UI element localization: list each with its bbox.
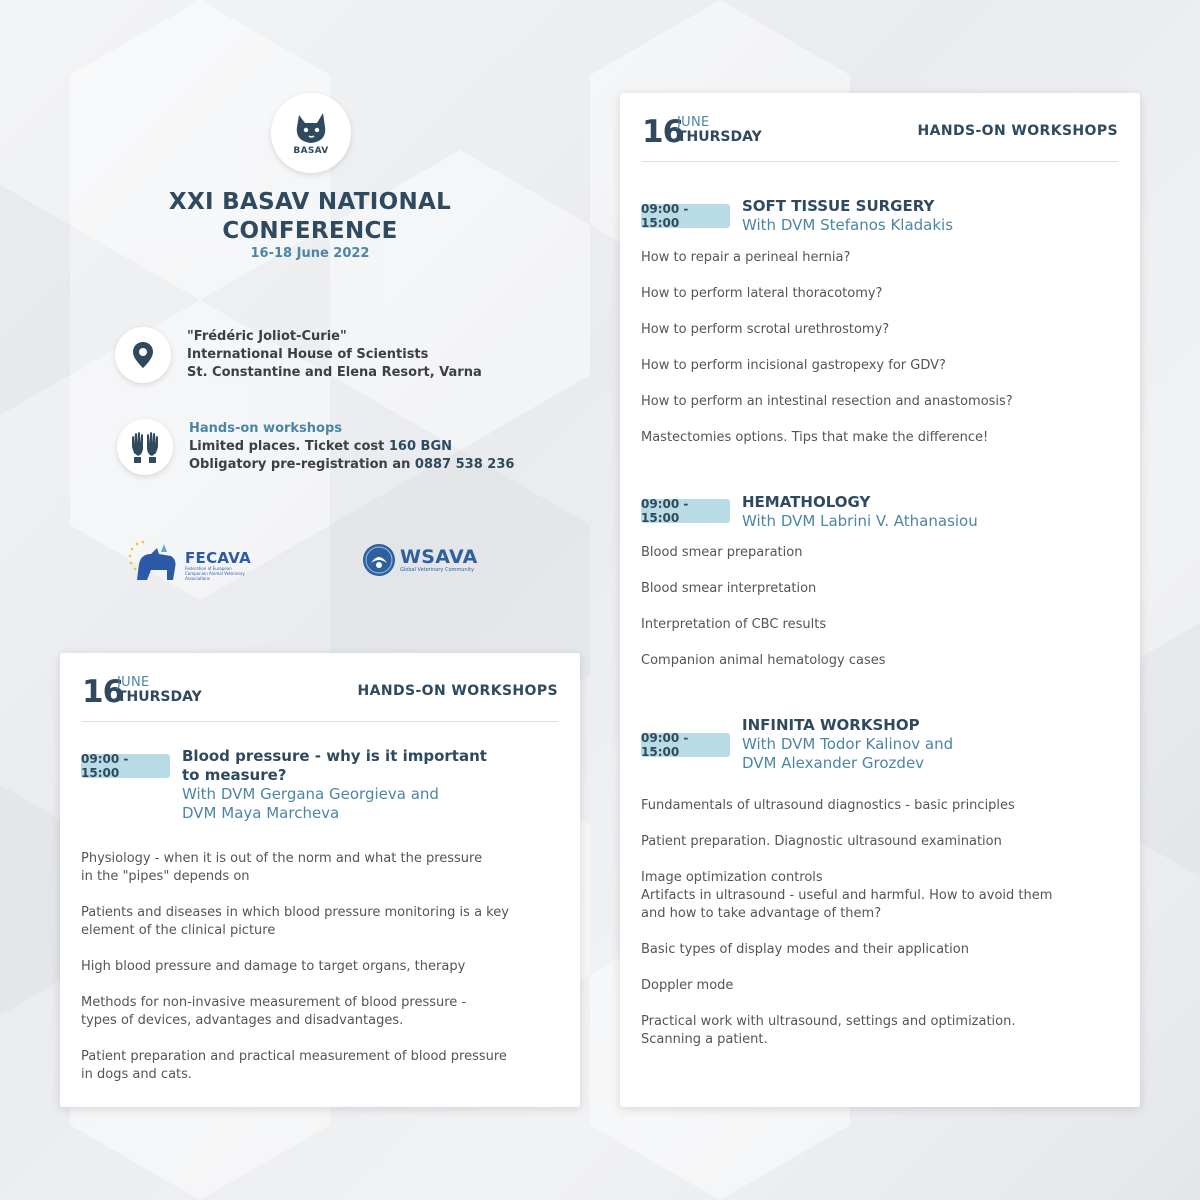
session-speaker: With DVM Labrini V. Athanasiou xyxy=(742,512,978,530)
topic-list xyxy=(81,850,560,1102)
topic-item: Fundamentals of ultrasound diagnostics - basic principles xyxy=(641,798,1015,813)
session-speaker: With DVM Stefanos Kladakis xyxy=(742,216,954,234)
fecava-logo xyxy=(127,538,251,582)
venue-line-2: International House of Scientists xyxy=(187,347,429,362)
session-infinita-workshop xyxy=(641,716,1120,1056)
topic-item: Patient preparation and practical measurement of blood pressure in dogs and cats. xyxy=(81,1049,507,1082)
fecava-subtitle: Federation of European Companion Animal Veterinary Associations xyxy=(185,565,245,581)
topic-item: Image optimization controls Artifacts in ultrasound - useful and harmful. How to avoid them and how to take advantage of them? xyxy=(641,870,1053,921)
fecava-name: FECAVA xyxy=(185,548,252,567)
title-line-2: CONFERENCE xyxy=(222,218,398,244)
session-soft-tissue-surgery xyxy=(641,197,1120,457)
logo-text: BASAV xyxy=(293,145,329,156)
session-speaker xyxy=(742,735,953,773)
card-header xyxy=(642,113,1118,162)
topic-item: Basic types of display modes and their application xyxy=(641,942,969,957)
session-blood-pressure xyxy=(81,747,560,1087)
topic-item: Interpretation of CBC results xyxy=(641,617,827,632)
venue-line-3: St. Constantine and Elena Resort, Varna xyxy=(187,365,482,380)
wsava-globe-icon xyxy=(362,543,396,577)
topic-item: How to repair a perineal hernia? xyxy=(641,250,851,265)
location-pin-icon xyxy=(132,341,154,369)
registration-line xyxy=(189,456,514,474)
topic-list xyxy=(641,544,1120,688)
speaker-line-1: With DVM Gergana Georgieva and xyxy=(182,785,439,803)
session-title xyxy=(182,747,487,785)
topic-list xyxy=(641,249,1120,465)
venue-line-1: "Frédéric Joliot-Curie" xyxy=(187,329,347,344)
ticket-price: 160 BGN xyxy=(388,439,452,454)
speaker-line-2: DVM Alexander Grozdev xyxy=(742,754,925,772)
session-title: HEMATHOLOGY xyxy=(742,493,871,511)
session-title-line-2: to measure? xyxy=(182,766,287,784)
day-month: JUNE xyxy=(677,115,710,130)
conference-dates: 16-18 June 2022 xyxy=(250,246,370,261)
topic-item: Blood smear interpretation xyxy=(641,581,817,596)
registration-text: Obligatory pre-registration an xyxy=(189,457,415,472)
topic-item: Mastectomies options. Tips that make the difference! xyxy=(641,430,989,445)
venue-address xyxy=(187,328,482,382)
workshops-heading: Hands-on workshops xyxy=(189,421,343,436)
registration-phone: 0887 538 236 xyxy=(414,457,515,472)
topic-item: Practical work with ultrasound, settings and optimization. Scanning a patient. xyxy=(641,1014,1016,1047)
topic-item: Patients and diseases in which blood pressure monitoring is a key element of the clinical picture xyxy=(81,905,509,938)
time-badge: 09:00 - 15:00 xyxy=(641,499,730,523)
session-hemathology xyxy=(641,493,1120,683)
session-speaker xyxy=(182,785,439,823)
raised-hands-icon xyxy=(128,431,162,463)
time-badge: 09:00 - 15:00 xyxy=(81,754,170,778)
day-month: JUNE xyxy=(117,675,150,690)
wsava-logo xyxy=(362,543,478,577)
time-badge: 09:00 - 15:00 xyxy=(641,204,730,228)
session-title: INFINITA WORKSHOP xyxy=(742,716,920,734)
topic-item: How to perform scrotal urethrostomy? xyxy=(641,322,890,337)
session-title-line-1: Blood pressure - why is it important xyxy=(182,747,487,765)
card-header xyxy=(82,673,558,722)
cat-dog-logo-icon xyxy=(291,111,331,145)
day-number: 16 xyxy=(82,674,124,710)
topic-item: Patient preparation. Diagnostic ultrasound examination xyxy=(641,834,1002,849)
ticket-line xyxy=(189,438,514,456)
time-badge: 09:00 - 15:00 xyxy=(641,733,730,757)
topic-item: Physiology - when it is out of the norm and what the pressure in the "pipes" depends on xyxy=(81,851,483,884)
topic-item: High blood pressure and damage to target organs, therapy xyxy=(81,959,466,974)
day-number: 16 xyxy=(642,114,684,150)
topic-item: Doppler mode xyxy=(641,978,734,993)
conference-title xyxy=(140,188,480,246)
ticket-text: Limited places. Ticket cost xyxy=(189,439,389,454)
fecava-animals-icon xyxy=(127,538,183,582)
left-workshop-card xyxy=(60,653,580,1107)
basav-logo xyxy=(271,93,351,173)
wsava-name: WSAVA xyxy=(400,545,478,568)
topic-item: How to perform lateral thoracotomy? xyxy=(641,286,883,301)
right-workshop-card xyxy=(620,93,1140,1107)
workshops-icon-circle xyxy=(117,419,173,475)
workshops-info xyxy=(189,420,514,474)
day-weekday: THURSDAY xyxy=(117,689,202,705)
card-label: HANDS-ON WORKSHOPS xyxy=(357,683,558,699)
day-weekday: THURSDAY xyxy=(677,129,762,145)
topic-item: How to perform an intestinal resection and anastomosis? xyxy=(641,394,1013,409)
topic-item: Methods for non-invasive measurement of blood pressure - types of devices, advantages and disadvantages. xyxy=(81,995,467,1028)
speaker-line-2: DVM Maya Marcheva xyxy=(182,804,340,822)
speaker-line-1: With DVM Todor Kalinov and xyxy=(742,735,954,753)
topic-item: How to perform incisional gastropexy for GDV? xyxy=(641,358,946,373)
session-title: SOFT TISSUE SURGERY xyxy=(742,197,935,215)
card-label: HANDS-ON WORKSHOPS xyxy=(917,123,1118,139)
venue-icon-circle xyxy=(115,327,171,383)
title-line-1: XXI BASAV NATIONAL xyxy=(168,189,452,215)
topic-item: Companion animal hematology cases xyxy=(641,653,886,668)
wsava-subtitle: Global Veterinary Community xyxy=(400,566,474,573)
topic-list xyxy=(641,797,1120,1067)
topic-item: Blood smear preparation xyxy=(641,545,803,560)
